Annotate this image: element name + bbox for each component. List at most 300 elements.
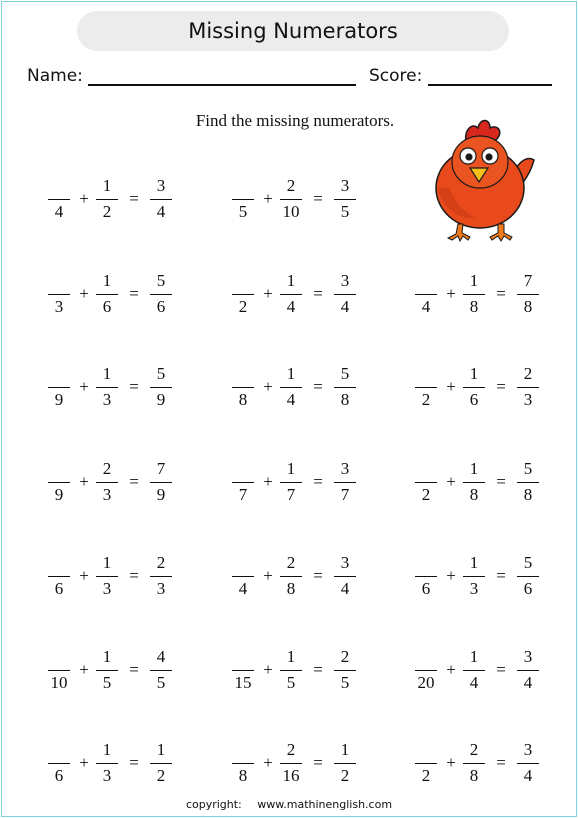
sum-fraction (517, 641, 539, 701)
addend-fraction-denominator: 6 (469, 390, 479, 409)
addend-fraction (463, 734, 485, 794)
fraction-bar (96, 387, 118, 388)
sum-fraction-denominator: 8 (523, 485, 533, 504)
missing-fraction-denominator: 2 (421, 485, 431, 504)
addend-fraction-denominator: 3 (469, 579, 479, 598)
missing-fraction-numerator[interactable] (48, 553, 70, 573)
missing-fraction[interactable] (232, 358, 254, 418)
sum-fraction (334, 265, 356, 325)
sum-fraction (150, 547, 172, 607)
addend-fraction-denominator: 3 (102, 766, 112, 785)
equals-sign: = (496, 472, 506, 491)
addend-fraction-denominator: 4 (286, 297, 296, 316)
missing-fraction[interactable] (415, 547, 437, 607)
sum-fraction-numerator: 7 (156, 459, 166, 478)
missing-fraction-numerator[interactable] (48, 271, 70, 291)
sum-fraction-denominator: 5 (340, 673, 350, 692)
sum-fraction-numerator: 5 (156, 271, 166, 290)
missing-fraction-denominator: 6 (54, 766, 64, 785)
problem (228, 547, 398, 607)
website-link[interactable]: www.mathinenglish.com (257, 798, 393, 811)
addend-fraction-numerator: 1 (102, 553, 112, 572)
fraction-bar (96, 482, 118, 483)
sum-fraction-denominator: 5 (156, 673, 166, 692)
fraction-bar (48, 294, 70, 295)
missing-fraction[interactable] (232, 170, 254, 230)
missing-fraction[interactable] (48, 453, 70, 513)
missing-fraction-denominator: 2 (421, 766, 431, 785)
missing-fraction-denominator: 9 (54, 390, 64, 409)
equals-sign: = (129, 566, 139, 585)
missing-fraction-denominator: 4 (54, 202, 64, 221)
sum-fraction-denominator: 2 (340, 766, 350, 785)
problem (228, 641, 398, 701)
fraction-bar (463, 670, 485, 671)
missing-fraction-numerator[interactable] (48, 459, 70, 479)
addend-fraction-numerator: 1 (469, 647, 479, 666)
missing-fraction-numerator[interactable] (415, 459, 437, 479)
missing-fraction-numerator[interactable] (415, 553, 437, 573)
fraction-bar (334, 576, 356, 577)
sum-fraction-denominator: 4 (340, 297, 350, 316)
addend-fraction (96, 641, 118, 701)
missing-fraction-denominator: 7 (238, 485, 248, 504)
sum-fraction-denominator: 8 (340, 390, 350, 409)
sum-fraction (517, 547, 539, 607)
equals-sign: = (129, 284, 139, 303)
missing-fraction[interactable] (48, 547, 70, 607)
sum-fraction-numerator: 4 (156, 647, 166, 666)
missing-fraction-denominator: 10 (50, 673, 68, 692)
plus-sign: + (263, 377, 273, 396)
missing-fraction[interactable] (415, 641, 437, 701)
fraction-bar (48, 576, 70, 577)
addend-fraction (463, 358, 485, 418)
sum-fraction-denominator: 8 (523, 297, 533, 316)
score-field[interactable] (428, 84, 552, 86)
plus-sign: + (263, 472, 273, 491)
sum-fraction-numerator: 5 (340, 364, 350, 383)
equals-sign: = (496, 284, 506, 303)
missing-fraction[interactable] (232, 547, 254, 607)
fraction-bar (48, 482, 70, 483)
addend-fraction-denominator: 3 (102, 390, 112, 409)
addend-fraction (96, 547, 118, 607)
addend-fraction (463, 265, 485, 325)
plus-sign: + (446, 472, 456, 491)
sum-fraction (517, 453, 539, 513)
addend-fraction-numerator: 1 (102, 364, 112, 383)
missing-fraction-numerator[interactable] (48, 740, 70, 760)
fraction-bar (232, 670, 254, 671)
missing-fraction-numerator[interactable] (415, 740, 437, 760)
equals-sign: = (129, 472, 139, 491)
missing-fraction-denominator: 5 (238, 202, 248, 221)
fraction-bar (517, 763, 539, 764)
sum-fraction (150, 265, 172, 325)
fraction-bar (48, 199, 70, 200)
sum-fraction (150, 453, 172, 513)
equals-sign: = (129, 753, 139, 772)
missing-fraction-denominator: 20 (417, 673, 435, 692)
fraction-bar (48, 387, 70, 388)
hen-illustration (428, 112, 540, 244)
missing-fraction-numerator[interactable] (232, 176, 254, 196)
fraction-bar (334, 199, 356, 200)
problem (411, 358, 578, 418)
sum-fraction-denominator: 7 (340, 485, 350, 504)
addend-fraction (280, 453, 302, 513)
sum-fraction (334, 170, 356, 230)
addend-fraction (96, 734, 118, 794)
fraction-bar (517, 387, 539, 388)
addend-fraction-numerator: 1 (469, 459, 479, 478)
fraction-bar (463, 482, 485, 483)
sum-fraction-denominator: 4 (156, 202, 166, 221)
instructions: Find the missing numerators. (195, 111, 395, 130)
sum-fraction-numerator: 1 (340, 740, 350, 759)
sum-fraction (517, 358, 539, 418)
equals-sign: = (313, 472, 323, 491)
addend-fraction-numerator: 1 (286, 459, 296, 478)
sum-fraction-denominator: 9 (156, 390, 166, 409)
sum-fraction (150, 641, 172, 701)
addend-fraction-numerator: 2 (286, 740, 296, 759)
equals-sign: = (496, 377, 506, 396)
addend-fraction-numerator: 1 (102, 740, 112, 759)
addend-fraction (96, 453, 118, 513)
sum-fraction-numerator: 3 (340, 459, 350, 478)
fraction-bar (48, 670, 70, 671)
addend-fraction-denominator: 6 (102, 297, 112, 316)
equals-sign: = (313, 377, 323, 396)
addend-fraction-denominator: 8 (286, 579, 296, 598)
sum-fraction (334, 453, 356, 513)
plus-sign: + (446, 377, 456, 396)
missing-fraction-numerator[interactable] (48, 176, 70, 196)
sum-fraction-numerator: 3 (340, 553, 350, 572)
missing-fraction-denominator: 6 (421, 579, 431, 598)
sum-fraction (517, 734, 539, 794)
fraction-bar (517, 576, 539, 577)
missing-fraction[interactable] (48, 358, 70, 418)
fraction-bar (334, 763, 356, 764)
copyright-label: copyright: (185, 798, 242, 811)
fraction-bar (415, 576, 437, 577)
fraction-bar (232, 576, 254, 577)
fraction-bar (463, 576, 485, 577)
missing-fraction-numerator[interactable] (48, 647, 70, 667)
missing-fraction-numerator[interactable] (415, 364, 437, 384)
equals-sign: = (496, 753, 506, 772)
equals-sign: = (496, 566, 506, 585)
sum-fraction (334, 734, 356, 794)
addend-fraction-numerator: 2 (469, 740, 479, 759)
addend-fraction-numerator: 1 (102, 176, 112, 195)
addend-fraction-numerator: 2 (102, 459, 112, 478)
missing-fraction-denominator: 4 (421, 297, 431, 316)
fraction-bar (280, 576, 302, 577)
equals-sign: = (129, 189, 139, 208)
addend-fraction-denominator: 2 (102, 202, 112, 221)
fraction-bar (517, 294, 539, 295)
plus-sign: + (263, 566, 273, 585)
plus-sign: + (263, 189, 273, 208)
sum-fraction (150, 358, 172, 418)
problem (228, 734, 398, 794)
sum-fraction-numerator: 5 (523, 459, 533, 478)
fraction-bar (150, 387, 172, 388)
sum-fraction-denominator: 4 (340, 579, 350, 598)
problem (228, 453, 398, 513)
problem (44, 453, 214, 513)
addend-fraction-denominator: 5 (286, 673, 296, 692)
addend-fraction (96, 170, 118, 230)
sum-fraction-numerator: 3 (523, 647, 533, 666)
fraction-bar (150, 482, 172, 483)
missing-fraction-denominator: 9 (54, 485, 64, 504)
sum-fraction-numerator: 1 (156, 740, 166, 759)
equals-sign: = (313, 660, 323, 679)
sum-fraction (150, 170, 172, 230)
addend-fraction (96, 358, 118, 418)
equals-sign: = (313, 189, 323, 208)
addend-fraction-denominator: 8 (469, 297, 479, 316)
fraction-bar (280, 670, 302, 671)
missing-fraction-numerator[interactable] (232, 553, 254, 573)
plus-sign: + (446, 660, 456, 679)
plus-sign: + (79, 284, 89, 303)
sum-fraction-numerator: 7 (523, 271, 533, 290)
missing-fraction-numerator[interactable] (48, 364, 70, 384)
sum-fraction (517, 265, 539, 325)
fraction-bar (280, 763, 302, 764)
sum-fraction (334, 641, 356, 701)
addend-fraction-denominator: 10 (282, 202, 300, 221)
missing-fraction[interactable] (232, 265, 254, 325)
fraction-bar (150, 763, 172, 764)
addend-fraction (280, 170, 302, 230)
fraction-bar (280, 199, 302, 200)
fraction-bar (280, 482, 302, 483)
missing-fraction[interactable] (415, 453, 437, 513)
addend-fraction (280, 358, 302, 418)
fraction-bar (280, 294, 302, 295)
sum-fraction-numerator: 5 (156, 364, 166, 383)
fraction-bar (150, 199, 172, 200)
missing-fraction-denominator: 6 (54, 579, 64, 598)
sum-fraction (334, 358, 356, 418)
fraction-bar (517, 482, 539, 483)
sum-fraction-denominator: 9 (156, 485, 166, 504)
sum-fraction-numerator: 2 (523, 364, 533, 383)
fraction-bar (232, 482, 254, 483)
missing-fraction[interactable] (415, 265, 437, 325)
sum-fraction-denominator: 4 (523, 766, 533, 785)
score-label: Score: (369, 66, 423, 86)
addend-fraction-numerator: 2 (286, 553, 296, 572)
addend-fraction (280, 734, 302, 794)
fraction-bar (280, 387, 302, 388)
sum-fraction-numerator: 2 (156, 553, 166, 572)
missing-fraction[interactable] (415, 734, 437, 794)
addend-fraction (280, 547, 302, 607)
fraction-bar (415, 294, 437, 295)
problem (228, 170, 398, 230)
addend-fraction-numerator: 1 (469, 364, 479, 383)
plus-sign: + (79, 377, 89, 396)
fraction-bar (96, 670, 118, 671)
plus-sign: + (263, 660, 273, 679)
sum-fraction (150, 734, 172, 794)
addend-fraction (463, 547, 485, 607)
addend-fraction (463, 641, 485, 701)
missing-fraction[interactable] (232, 641, 254, 701)
problem (44, 265, 214, 325)
problem (411, 547, 578, 607)
missing-fraction-numerator[interactable] (232, 647, 254, 667)
sum-fraction-denominator: 6 (156, 297, 166, 316)
plus-sign: + (263, 753, 273, 772)
plus-sign: + (79, 566, 89, 585)
sum-fraction-numerator: 3 (523, 740, 533, 759)
fraction-bar (415, 482, 437, 483)
fraction-bar (415, 387, 437, 388)
sum-fraction-numerator: 2 (340, 647, 350, 666)
missing-fraction[interactable] (48, 641, 70, 701)
equals-sign: = (496, 660, 506, 679)
name-label: Name: (27, 66, 83, 86)
problem (44, 358, 214, 418)
fraction-bar (232, 294, 254, 295)
addend-fraction-numerator: 1 (102, 271, 112, 290)
fraction-bar (463, 763, 485, 764)
addend-fraction-denominator: 7 (286, 485, 296, 504)
sum-fraction-denominator: 3 (156, 579, 166, 598)
sum-fraction-numerator: 3 (340, 176, 350, 195)
addend-fraction-denominator: 5 (102, 673, 112, 692)
fraction-bar (96, 199, 118, 200)
problem (44, 734, 214, 794)
missing-fraction[interactable] (48, 265, 70, 325)
missing-fraction-denominator: 8 (238, 766, 248, 785)
missing-fraction-denominator: 2 (238, 297, 248, 316)
problem (228, 358, 398, 418)
missing-fraction-numerator[interactable] (415, 647, 437, 667)
fraction-bar (150, 294, 172, 295)
fraction-bar (96, 294, 118, 295)
name-field[interactable] (88, 84, 356, 86)
sum-fraction-numerator: 3 (340, 271, 350, 290)
equals-sign: = (313, 566, 323, 585)
problem (44, 547, 214, 607)
addend-fraction-denominator: 8 (469, 485, 479, 504)
plus-sign: + (79, 660, 89, 679)
addend-fraction-denominator: 16 (282, 766, 300, 785)
plus-sign: + (79, 753, 89, 772)
missing-fraction-denominator: 15 (234, 673, 252, 692)
missing-fraction[interactable] (48, 170, 70, 230)
addend-fraction-numerator: 1 (469, 553, 479, 572)
problem (411, 265, 578, 325)
fraction-bar (334, 294, 356, 295)
sum-fraction-denominator: 4 (523, 673, 533, 692)
missing-fraction-denominator: 2 (421, 390, 431, 409)
sum-fraction-numerator: 5 (523, 553, 533, 572)
missing-fraction[interactable] (232, 453, 254, 513)
addend-fraction-numerator: 1 (469, 271, 479, 290)
equals-sign: = (129, 377, 139, 396)
addend-fraction (280, 265, 302, 325)
addend-fraction-denominator: 4 (469, 673, 479, 692)
problem (44, 641, 214, 701)
footer (0, 798, 578, 811)
missing-fraction-numerator[interactable] (232, 459, 254, 479)
equals-sign: = (313, 753, 323, 772)
plus-sign: + (263, 284, 273, 303)
addend-fraction-numerator: 1 (286, 647, 296, 666)
fraction-bar (334, 387, 356, 388)
plus-sign: + (79, 472, 89, 491)
missing-fraction-denominator: 4 (238, 579, 248, 598)
fraction-bar (334, 482, 356, 483)
missing-fraction-numerator[interactable] (415, 271, 437, 291)
addend-fraction-numerator: 2 (286, 176, 296, 195)
addend-fraction (463, 453, 485, 513)
missing-fraction[interactable] (415, 358, 437, 418)
plus-sign: + (446, 284, 456, 303)
fraction-bar (232, 763, 254, 764)
addend-fraction (280, 641, 302, 701)
addend-fraction-denominator: 3 (102, 579, 112, 598)
equals-sign: = (129, 660, 139, 679)
sum-fraction-numerator: 3 (156, 176, 166, 195)
addend-fraction-denominator: 4 (286, 390, 296, 409)
fraction-bar (463, 387, 485, 388)
sum-fraction-denominator: 6 (523, 579, 533, 598)
missing-fraction[interactable] (232, 734, 254, 794)
missing-fraction-numerator[interactable] (232, 271, 254, 291)
missing-fraction-denominator: 3 (54, 297, 64, 316)
problem (411, 453, 578, 513)
addend-fraction-numerator: 1 (286, 364, 296, 383)
addend-fraction-numerator: 1 (286, 271, 296, 290)
fraction-bar (415, 763, 437, 764)
plus-sign: + (446, 753, 456, 772)
fraction-bar (463, 294, 485, 295)
sum-fraction (334, 547, 356, 607)
missing-fraction-denominator: 8 (238, 390, 248, 409)
problem (411, 734, 578, 794)
fraction-bar (150, 670, 172, 671)
addend-fraction-numerator: 1 (102, 647, 112, 666)
fraction-bar (232, 199, 254, 200)
page-title: Missing Numerators (188, 19, 398, 43)
problem (411, 641, 578, 701)
addend-fraction-denominator: 8 (469, 766, 479, 785)
missing-fraction[interactable] (48, 734, 70, 794)
addend-fraction-denominator: 3 (102, 485, 112, 504)
sum-fraction-denominator: 5 (340, 202, 350, 221)
missing-fraction-numerator[interactable] (232, 364, 254, 384)
fraction-bar (150, 576, 172, 577)
fraction-bar (232, 387, 254, 388)
problem (44, 170, 214, 230)
fraction-bar (96, 576, 118, 577)
plus-sign: + (446, 566, 456, 585)
fraction-bar (48, 763, 70, 764)
missing-fraction-numerator[interactable] (232, 740, 254, 760)
